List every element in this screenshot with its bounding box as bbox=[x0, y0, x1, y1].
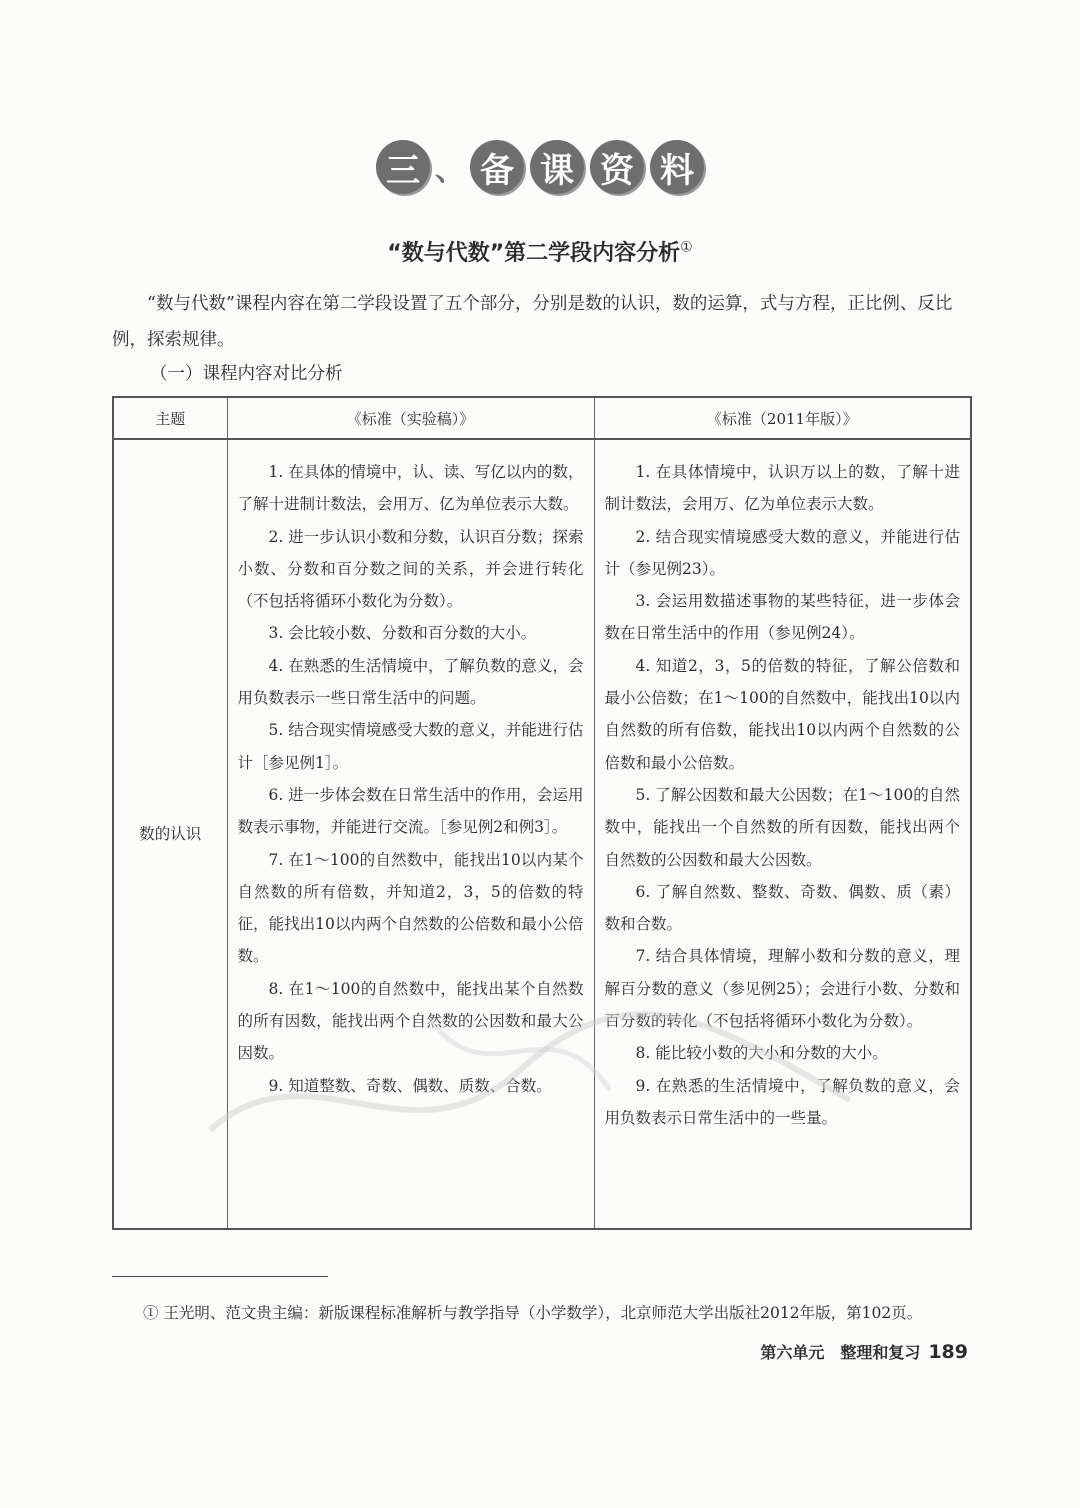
table-row bbox=[113, 439, 971, 1229]
list-item: 1. 在具体的情境中，认、读、写亿以内的数，了解十进制计数法，会用万、亿为单位表示大数。 bbox=[237, 463, 584, 514]
comparison-table bbox=[112, 396, 972, 1230]
list-item: 5. 了解公因数和最大公因数；在1～100的自然数中，能找出一个自然数的所有因数，能找出两个自然数的公因数和最大公因数。 bbox=[604, 785, 960, 869]
section-banner bbox=[0, 140, 1080, 194]
header-2011: 《标准（2011年版）》 bbox=[594, 397, 971, 439]
list-item: 7. 结合具体情境，理解小数和分数的意义，理解百分数的意义（参见例25）；会进行小数、分数和百分数的转化（不包括将循环小数化为分数）。 bbox=[604, 947, 960, 1031]
banner-char: 料 bbox=[650, 140, 704, 194]
banner-char: 资 bbox=[590, 140, 644, 194]
footnote: ① 王光明、范文贵主编：新版课程标准解析与教学指导（小学数学），北京师范大学出版社2012年版，第102页。 bbox=[143, 1304, 923, 1322]
standard-2011-items-cell bbox=[594, 439, 971, 1229]
banner-separator: 、 bbox=[435, 153, 465, 188]
page-footer bbox=[760, 1340, 968, 1363]
list-item: 2. 进一步认识小数和分数，认识百分数；探索小数、分数和百分数之间的关系，并会进行转化（不包括将循环小数化为分数）。 bbox=[237, 527, 584, 611]
list-item: 4. 在熟悉的生活情境中，了解负数的意义，会用负数表示一些日常生活中的问题。 bbox=[237, 656, 584, 708]
header-experimental: 《标准（实验稿）》 bbox=[227, 397, 594, 439]
list-item: 4. 知道2，3，5的倍数的特征，了解公倍数和最小公倍数；在1～100的自然数中，能找出10以内自然数的所有倍数，能找出10以内两个自然数的公倍数和最小公倍数。 bbox=[604, 656, 960, 772]
list-item: 5. 结合现实情境感受大数的意义，并能进行估计［参见例1］。 bbox=[237, 721, 584, 772]
list-item: 9. 在熟悉的生活情境中，了解负数的意义，会用负数表示日常生活中的一些量。 bbox=[604, 1076, 960, 1127]
footer-unit: 第六单元 整理和复习 bbox=[760, 1343, 921, 1362]
list-item: 6. 了解自然数、整数、奇数、偶数、质（素）数和合数。 bbox=[604, 882, 960, 934]
footnote-divider bbox=[112, 1276, 328, 1277]
banner-char: 三 bbox=[376, 140, 430, 194]
title-text: “数与代数”第二学段内容分析 bbox=[387, 241, 681, 266]
intro-paragraph: “数与代数”课程内容在第二学段设置了五个部分，分别是数的认识，数的运算，式与方程，正比例、反比例，探索规律。 bbox=[112, 294, 953, 350]
list-item: 1. 在具体情境中，认识万以上的数，了解十进制计数法，会用万、亿为单位表示大数。 bbox=[604, 463, 960, 514]
list-item: 9. 知道整数、奇数、偶数、质数、合数。 bbox=[268, 1076, 552, 1095]
list-item: 7. 在1～100的自然数中，能找出10以内某个自然数的所有倍数，并知道2，3，5的倍数的特征，能找出10以内两个自然数的公倍数和最小公倍数。 bbox=[237, 850, 584, 966]
header-topic: 主题 bbox=[113, 397, 227, 439]
title-footnote-mark: ① bbox=[680, 239, 693, 256]
topic-cell: 数的认识 bbox=[113, 439, 227, 1229]
page-title bbox=[0, 236, 1080, 267]
list-item: 2. 结合现实情境感受大数的意义，并能进行估计（参见例23）。 bbox=[604, 527, 960, 578]
banner-char: 课 bbox=[530, 140, 584, 194]
list-item: 6. 进一步体会数在日常生活中的作用，会运用数表示事物，并能进行交流。［参见例2和例3］。 bbox=[237, 785, 584, 837]
list-item: 3. 会运用数描述事物的某些特征，进一步体会数在日常生活中的作用（参见例24）。 bbox=[604, 592, 960, 643]
experimental-items-cell bbox=[227, 439, 594, 1229]
page-number: 189 bbox=[928, 1341, 968, 1363]
banner-char: 备 bbox=[470, 140, 524, 194]
list-item: 3. 会比较小数、分数和百分数的大小。 bbox=[268, 624, 537, 643]
list-item: 8. 在1～100的自然数中，能找出某个自然数的所有因数，能找出两个自然数的公因数和最大公因数。 bbox=[237, 979, 584, 1063]
table-header-row bbox=[113, 397, 971, 439]
section-label: （一）课程内容对比分析 bbox=[150, 364, 343, 384]
list-item: 8. 能比较小数的大小和分数的大小。 bbox=[635, 1044, 888, 1063]
